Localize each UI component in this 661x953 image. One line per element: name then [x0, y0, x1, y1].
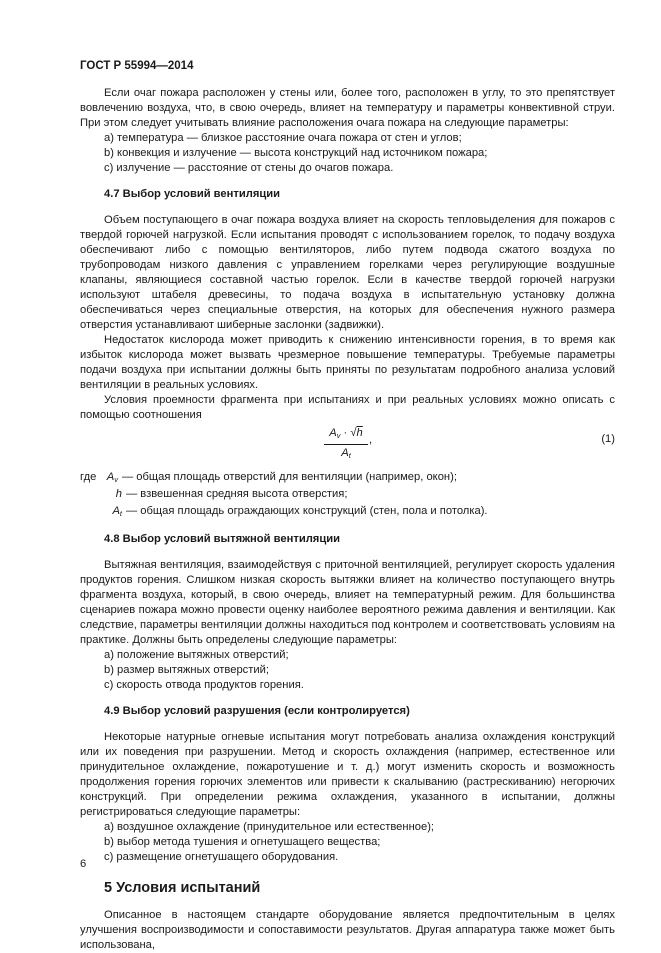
list-item: a) воздушное охлаждение (принудительное или естественное); [104, 821, 435, 833]
formula-comma: , [369, 434, 373, 446]
legend-symbol: h [115, 488, 122, 500]
legend-row [80, 504, 615, 521]
formula-fraction [324, 426, 368, 463]
formula-av: A [329, 427, 337, 439]
list-item: b) выбор метода тушения и огнетушащего вещества; [104, 836, 381, 848]
paragraph: Описанное в настоящем стандарте оборудование является предпочтительным в целях улучшения воспроизводимости и сопоставимости результатов. Другая аппаратура также может быть использована, [80, 909, 615, 951]
legend-text: — общая площадь ограждающих конструкций (стен, пола и потолка). [126, 505, 488, 517]
paragraph: Некоторые натурные огневые испытания могут потребовать анализа охлаждения конструкций или их поведения при разрушении. Метод и скорость охлаждения (например, естественное или принудительное охлаждение, пожаротушение и т. д.) могут изменить скорость и возможность продолжения горения горючих элементов или привести к скалыванию (растрескиванию) негорючих конструкций. При определении режима охлаждения, указанного в испытании, должны регистрироваться следующие параметры: [80, 731, 615, 818]
list-item: a) температура — близкое расстояние очага пожара от стен и углов; [104, 132, 462, 144]
legend-symbol: $A_t$ [112, 505, 122, 518]
list-item: c) скорость отвода продуктов горения. [104, 679, 304, 691]
legend-row [80, 470, 615, 487]
document-body [80, 86, 615, 953]
standard-header: ГОСТ Р 55994—2014 [80, 60, 194, 72]
legend-text: — взвешенная средняя высота отверстия; [126, 488, 348, 500]
formula-h: h [356, 427, 363, 439]
section-heading-5: 5 Условия испытаний [104, 880, 261, 896]
formula-at: A [341, 447, 349, 459]
section-heading-4-8: 4.8 Выбор условий вытяжной вентиляции [104, 533, 340, 545]
sqrt-sign: √ [350, 427, 357, 439]
formula-1 [80, 426, 615, 464]
formula-denominator: $A_t$ [341, 447, 351, 460]
list-item: b) размер вытяжных отверстий; [104, 664, 270, 676]
section-heading-4-7: 4.7 Выбор условий вентиляции [104, 188, 281, 200]
list-item: b) конвекция и излучение — высота конструкций над источником пожара; [104, 147, 488, 159]
paragraph: Недостаток кислорода может приводить к снижению интенсивности горения, в то время как избыток кислорода может вызвать чрезмерное повышение температуры. Требуемые параметры подачи воздуха при испытании должны быть приняты по результатам подробного анализа условий вентиляции в реальных условиях. [80, 334, 615, 391]
list-item: c) размещение огнетушащего оборудования. [104, 851, 339, 863]
equation-number: (1) [601, 433, 615, 445]
section-heading-4-9: 4.9 Выбор условий разрушения (если контролируется) [104, 705, 410, 717]
page-number: 6 [80, 858, 87, 870]
legend-symbol: $A_v$ [106, 471, 118, 484]
paragraph: Вытяжная вентиляция, взаимодействуя с приточной вентиляцией, регулирует скорость удаления продуктов горения. Слишком низкая скорость вытяжки влияет на количество поступающего внутрь фрагмента воздуха, который, в свою очередь, влияет на температурный режим. Для большинства сценариев пожара можно провести оценку наиболее вероятного режима давления и вентиляции. Как следствие, параметры вентиляции должны находиться под контролем и соответствовать условиям на практике. Должны быть определены следующие параметры: [80, 559, 615, 646]
where-word: где [80, 471, 97, 483]
formula-numerator: $A_v \cdot √h$ [324, 426, 368, 445]
paragraph: Условия проемности фрагмента при испытаниях и при реальных условиях можно описать с помощью соотношения [80, 394, 615, 421]
intro-paragraph: Если очаг пожара расположен у стены или, более того, расположен в углу, то это препятствует вовлечению воздуха, что, в свою очередь, влияет на температуру и параметры конвективной струи. При этом следует учитывать влияние расположения очага пожара на следующие параметры: [80, 87, 615, 129]
list-item: c) излучение — расстояние от стены до очагов пожара. [104, 162, 394, 174]
list-item: a) положение вытяжных отверстий; [104, 649, 289, 661]
paragraph: Объем поступающего в очаг пожара воздуха влияет на скорость тепловыделения для пожаров с твердой горючей нагрузкой. Если испытания проводят с использованием горелок, то подачу воздуха обеспечивают либо с помощью вентиляторов, либо путем подвода сжатого воздуха по трубопроводам низкого давления с управлением горелками через регулирующие воздушные клапаны, являющиеся составной частью горелок. Если в качестве твердой горючей нагрузки используют штабеля древесины, то подача воздуха в испытательную установку должна обеспечиваться через специальные отверстия, на которых для обеспечения нужного размера отверстия устанавливают шиберные заслонки (задвижки). [80, 214, 615, 331]
legend-text: — общая площадь отверстий для вентиляции (например, окон); [122, 471, 457, 483]
legend-row [80, 487, 615, 504]
